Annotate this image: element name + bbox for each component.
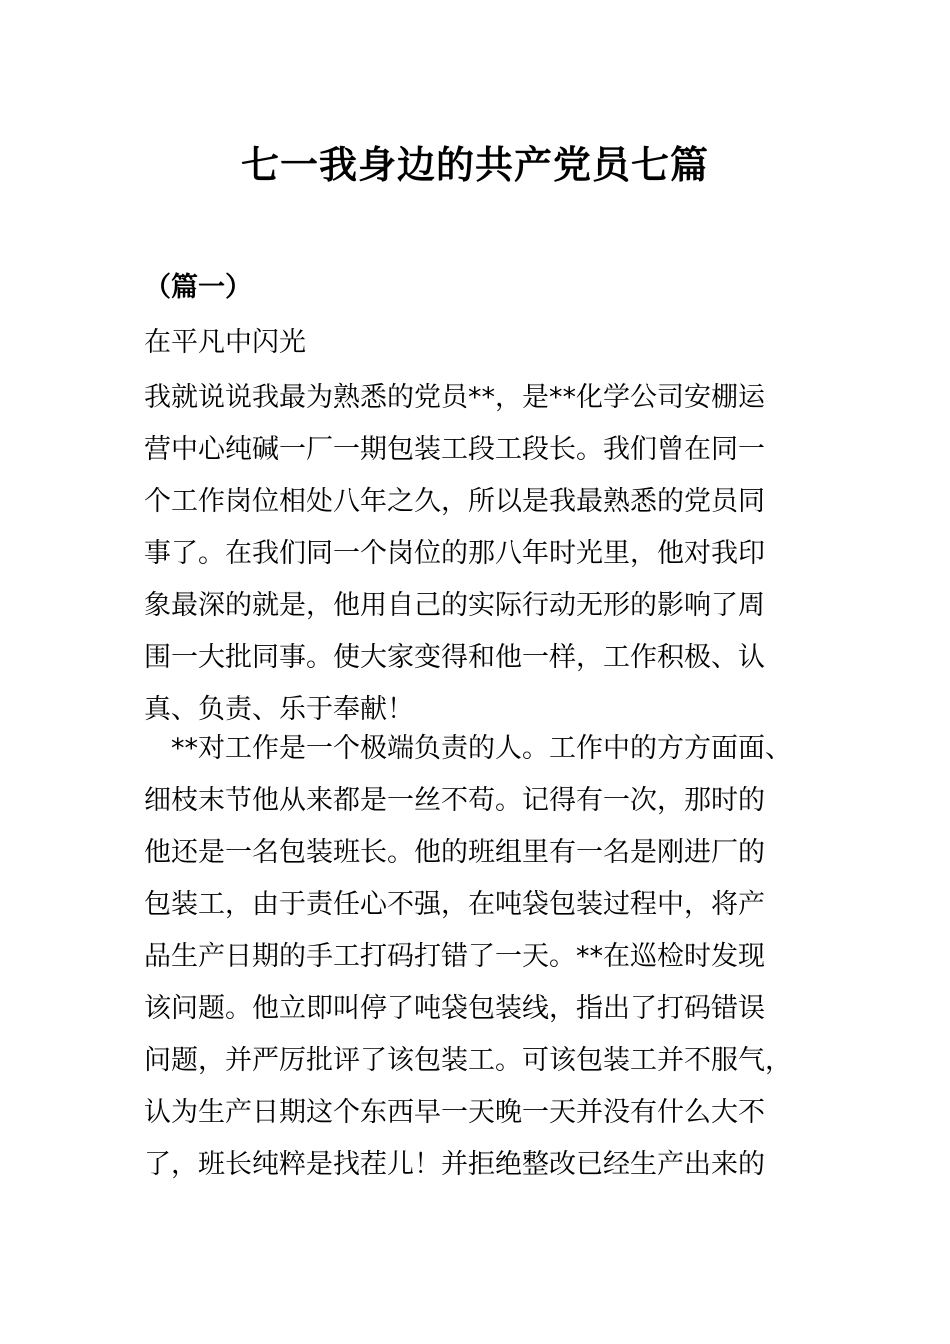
paragraph-line: 我就说说我最为熟悉的党员**，是**化学公司安棚运 — [144, 382, 765, 413]
paragraph-line: 包装工，由于责任心不强，在吨袋包装过程中，将产 — [144, 889, 765, 920]
document-title: 七一我身边的共产党员七篇 — [240, 143, 709, 187]
paragraph-line: 围一大批同事。使大家变得和他一样，工作积极、认 — [144, 642, 765, 673]
paragraph-line: 事了。在我们同一个岗位的那八年时光里，他对我印 — [144, 538, 765, 569]
paragraph-line: 认为生产日期这个东西早一天晚一天并没有什么大不 — [144, 1097, 765, 1128]
paragraph-1 — [144, 372, 824, 736]
paragraph-line: 象最深的就是，他用自己的实际行动无形的影响了周 — [144, 590, 765, 621]
paragraph-line: 他还是一名包装班长。他的班组里有一名是刚进厂的 — [144, 837, 765, 868]
paragraph-line: 该问题。他立即叫停了吨袋包装线，指出了打码错误 — [144, 993, 765, 1024]
paragraph-line: 营中心纯碱一厂一期包装工段工段长。我们曾在同一 — [144, 434, 765, 465]
paragraph-line: 细枝末节他从来都是一丝不苟。记得有一次，那时的 — [144, 785, 765, 816]
paragraph-line: 个工作岗位相处八年之久，所以是我最熟悉的党员同 — [144, 486, 765, 517]
paragraph-line: 了，班长纯粹是找茬儿！并拒绝整改已经生产出来的 — [144, 1149, 765, 1180]
section-heading: （篇一） — [144, 272, 252, 303]
paragraph-line: **对工作是一个极端负责的人。工作中的方方面面、 — [171, 733, 792, 764]
article-subheading: 在平凡中闪光 — [144, 327, 306, 358]
paragraph-line: 品生产日期的手工打码打错了一天。**在巡检时发现 — [144, 941, 765, 972]
paragraph-2 — [144, 723, 824, 1191]
paragraph-line: 真、负责、乐于奉献！ — [144, 694, 414, 725]
paragraph-line: 问题，并严厉批评了该包装工。可该包装工并不服气， — [144, 1045, 792, 1076]
